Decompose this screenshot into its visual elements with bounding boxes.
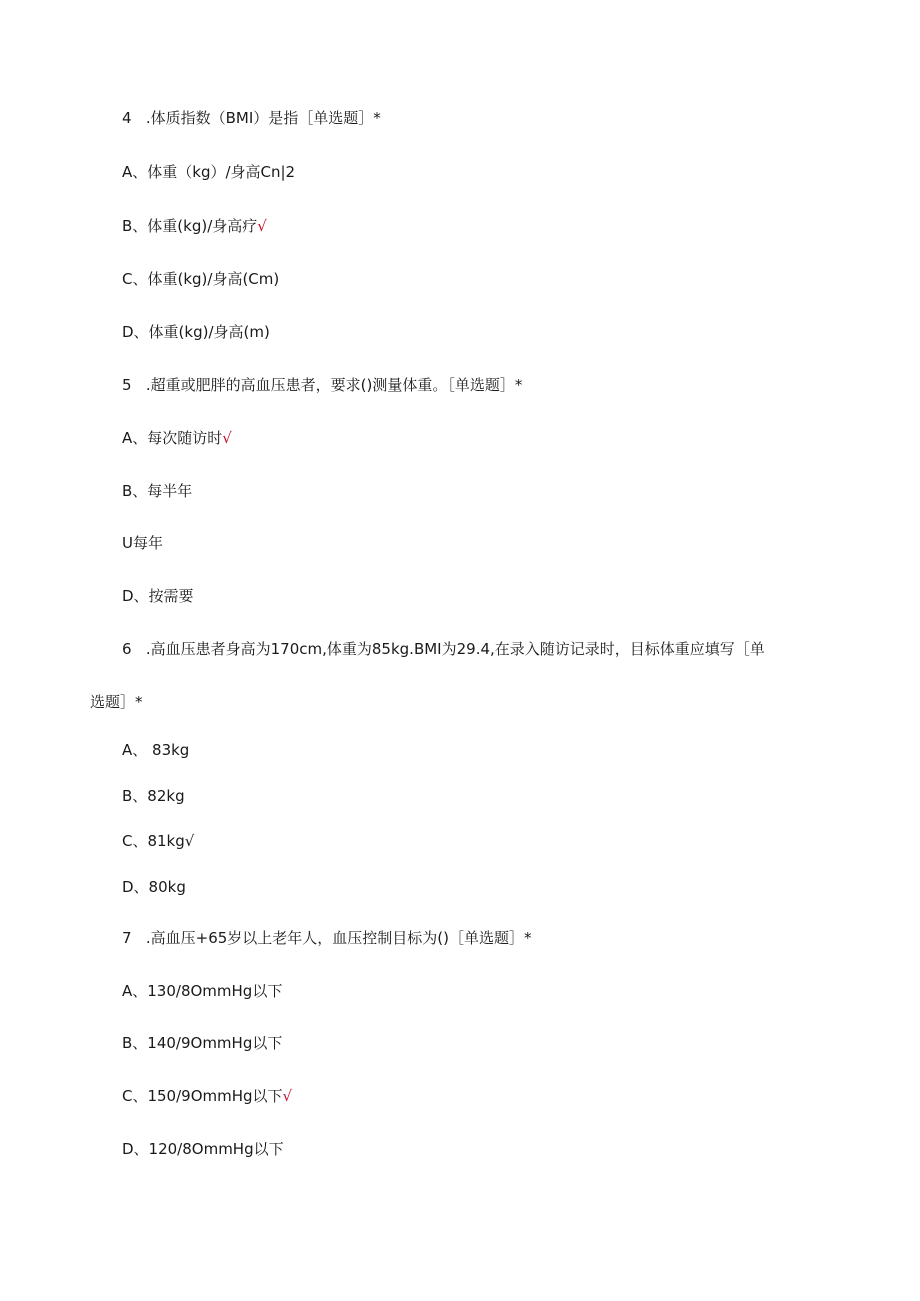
- question-number: 5: [122, 376, 132, 394]
- option-4a[interactable]: [122, 162, 295, 182]
- option-text: A、体重（kg）/身高Cn|2: [122, 163, 296, 181]
- option-text: B、140/9OmmHg以下: [122, 1034, 283, 1052]
- correct-check-icon: √: [282, 1087, 293, 1105]
- option-text: B、每半年: [122, 482, 193, 500]
- question-5-stem: [122, 375, 522, 395]
- option-7d[interactable]: [122, 1139, 284, 1159]
- option-5d[interactable]: [122, 586, 194, 606]
- option-7a[interactable]: [122, 981, 282, 1001]
- option-text: U每年: [122, 534, 163, 552]
- question-text: .超重或肥胖的高血压患者，要求()测量体重。［单选题］*: [145, 376, 523, 394]
- question-text: .高血压+65岁以上老年人，血压控制目标为()［单选题］*: [145, 929, 532, 947]
- question-4-stem: [122, 108, 381, 128]
- option-6c[interactable]: [122, 831, 194, 851]
- option-text: D、按需要: [122, 587, 194, 605]
- option-7b[interactable]: [122, 1033, 282, 1053]
- option-4b[interactable]: [122, 216, 267, 236]
- correct-check-icon: √: [257, 217, 267, 235]
- option-6d[interactable]: [122, 877, 186, 897]
- option-7c[interactable]: [122, 1086, 292, 1106]
- option-6b[interactable]: [122, 786, 185, 806]
- option-6a[interactable]: [122, 740, 189, 760]
- option-4c[interactable]: [122, 269, 279, 289]
- question-text: .高血压患者身高为170cm,体重为85kg.BMI为29.4,在录入随访记录时，目标体重应填写［单: [145, 640, 765, 658]
- question-number: 7: [122, 929, 132, 947]
- option-4d[interactable]: [122, 322, 270, 342]
- option-text: A、每次随访时: [122, 429, 223, 447]
- option-5a[interactable]: [122, 428, 232, 448]
- option-text: D、体重(kg)/身高(m): [122, 323, 270, 341]
- option-text: C、150/9OmmHg以下: [122, 1087, 283, 1105]
- correct-check-icon: √: [184, 832, 195, 850]
- option-text: B、82kg: [122, 787, 185, 805]
- option-text: B、体重(kg)/身高疗: [122, 217, 258, 235]
- option-text: A、 83kg: [122, 741, 190, 759]
- question-text: .体质指数（BMI）是指［单选题］*: [145, 109, 381, 127]
- option-5b[interactable]: [122, 481, 192, 501]
- question-number: 4: [122, 109, 132, 127]
- option-5c[interactable]: [122, 533, 163, 553]
- option-text: C、81kg: [122, 832, 185, 850]
- option-text: A、130/8OmmHg以下: [122, 982, 283, 1000]
- option-text: C、体重(kg)/身高(Cm): [122, 270, 280, 288]
- option-text: D、120/8OmmHg以下: [122, 1140, 284, 1158]
- question-text: 选题］*: [90, 693, 143, 711]
- correct-check-icon: √: [222, 429, 232, 447]
- question-7-stem: [122, 928, 532, 948]
- question-number: 6: [122, 640, 132, 658]
- question-6-stem: [122, 639, 765, 659]
- question-6-stem-continuation: [90, 692, 143, 712]
- option-text: D、80kg: [122, 878, 186, 896]
